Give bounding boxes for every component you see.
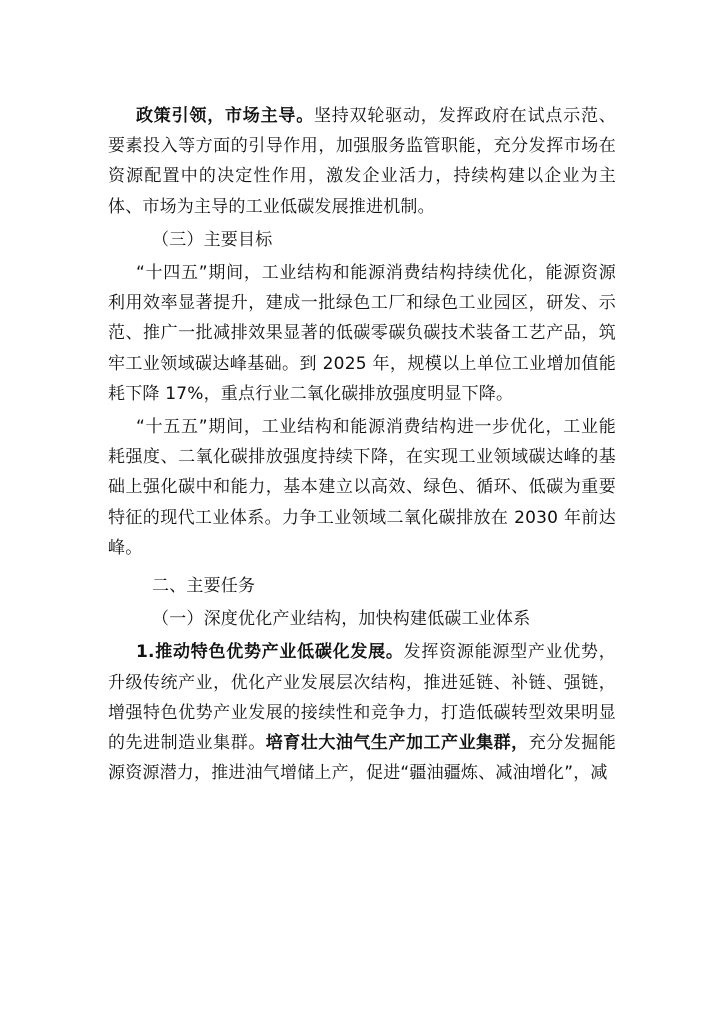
paragraph-policy-guidance — [108, 101, 616, 222]
heading-main-tasks: 二、主要任务 — [152, 576, 256, 597]
paragraph-characteristic-industry — [108, 637, 616, 788]
heading-optimize-industry: （一）深度优化产业结构，加快构建低碳工业体系 — [152, 609, 531, 630]
paragraph-14th-five-year: “十四五”期间，工业结构和能源消费结构持续优化，能源资源利用效率显著提升，建成一批绿色工厂和绿色工业园区，研发、示范、推广一批减排效果显著的低碳零碳负碳技术装备工艺产品，筑牢工业领域碳达峰基础。到 2025 年，规模以上单位工业增加值能耗下降 17%，重点行业二氧化碳排放强度明显下降。 — [108, 263, 616, 404]
paragraph-text: 坚持双轮驱动，发挥政府在试点示范、要素投入等方面的引导作用，加强服务监管职能，充分发挥市场在资源配置中的决定性作用，激发企业活力，持续构建以企业为主体、市场为主导的工业低碳发展推进机制。 — [108, 106, 616, 217]
heading-main-goals: （三）主要目标 — [152, 229, 273, 250]
paragraph-15th-five-year: “十五五”期间，工业结构和能源消费结构进一步优化，工业能耗强度、二氧化碳排放强度持续下降，在实现工业领域碳达峰的基础上强化碳中和能力，基本建立以高效、绿色、循环、低碳为重要特征的现代工业体系。力争工业领域二氧化碳排放在 2030 年前达峰。 — [108, 417, 616, 558]
document-page — [108, 101, 616, 788]
paragraph-text-b: 充分发掘能源资源潜力，推进油气增储上产，促进“疆油疆炼、减油增化”，减 — [108, 733, 616, 784]
bold-lead-task-1: 1.推动特色优势产业低碳化发展。 — [136, 642, 404, 663]
bold-lead-policy: 政策引领，市场主导。 — [136, 106, 314, 126]
bold-mid-oil-gas: 培育壮大油气生产加工产业集群， — [265, 733, 529, 754]
paragraph-text-a: 发挥资源能源型产业优势，升级传统产业，优化产业发展层次结构，推进延链、补链、强链，增强特色优势产业发展的接续性和竞争力，打造低碳转型效果明显的先进制造业集群。 — [108, 642, 616, 754]
